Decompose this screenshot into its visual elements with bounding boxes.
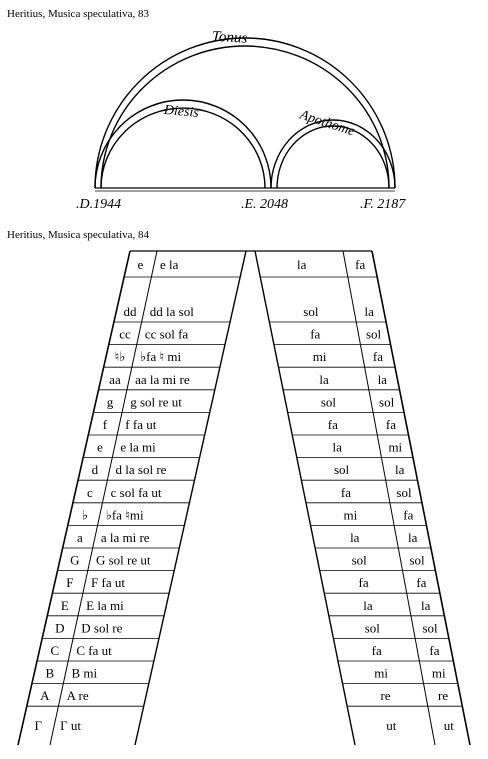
row-syllable-1: la xyxy=(363,597,373,613)
row-letter: A xyxy=(40,688,50,704)
row-letter: c xyxy=(87,484,93,500)
table-rows xyxy=(34,257,454,733)
row-syllable-1: la xyxy=(332,439,342,455)
row-syllable-2: fa xyxy=(403,507,414,523)
row-name: g sol re ut xyxy=(130,394,182,410)
row-syllable-1: mi xyxy=(374,665,388,681)
row-syllable-1: mi xyxy=(343,507,358,523)
row-letter: dd xyxy=(123,304,137,319)
row-syllable-2: re xyxy=(438,688,449,704)
row-name: c sol fa ut xyxy=(110,484,162,500)
row-letter: E xyxy=(60,597,69,613)
row-name: e la xyxy=(159,257,179,272)
row-syllable-1: fa xyxy=(340,484,352,500)
row-name: Γ ut xyxy=(60,718,82,733)
row-letter: B xyxy=(45,665,55,681)
row-syllable-2: la xyxy=(394,462,405,478)
row-syllable-2: fa xyxy=(385,417,397,432)
figure-84-caption: Heritius, Musica speculativa, 84 xyxy=(7,229,150,241)
row-syllable-1: re xyxy=(380,688,391,704)
row-syllable-2: mi xyxy=(388,439,403,455)
row-letter: F xyxy=(66,575,74,591)
diesis-label: Diesis xyxy=(163,102,200,121)
row-syllable-1: sol xyxy=(320,394,337,410)
row-name: dd la sol xyxy=(149,304,194,319)
row-name: D sol re xyxy=(81,620,123,636)
row-syllable-1: sol xyxy=(334,462,350,478)
row-syllable-1: fa xyxy=(327,417,338,432)
row-syllable-1: fa xyxy=(310,326,321,342)
tonus-label: Tonus xyxy=(211,28,248,47)
row-letter: C xyxy=(50,643,60,658)
tonus-arc-outer xyxy=(95,38,395,188)
arc-diagram xyxy=(0,22,488,222)
row-syllable-2: la xyxy=(377,371,387,387)
row-syllable-2: fa xyxy=(372,349,383,365)
point-f-label: .F. 2187 xyxy=(360,197,406,212)
row-syllable-2: sol xyxy=(379,394,395,410)
row-name: ♭fa ♮ mi xyxy=(139,349,182,365)
row-name: cc sol fa xyxy=(144,326,189,342)
point-e-label: .E. 2048 xyxy=(241,197,289,212)
row-syllable-1: fa xyxy=(358,575,369,591)
row-syllable-2: fa xyxy=(429,643,440,658)
row-syllable-1: la xyxy=(350,530,360,545)
row-letter: e xyxy=(137,257,144,272)
row-syllable-2: la xyxy=(364,304,374,319)
row-name: a la mi re xyxy=(100,530,150,545)
row-name: B mi xyxy=(71,665,98,681)
row-syllable-1: sol xyxy=(351,552,367,568)
row-name: ♭fa ♮mi xyxy=(105,507,144,523)
row-name: C fa ut xyxy=(76,643,112,658)
row-letter: cc xyxy=(119,326,131,342)
row-syllable-2: sol xyxy=(365,326,382,342)
point-d-label: .D.1944 xyxy=(76,197,122,212)
row-syllable-2: la xyxy=(407,530,418,545)
row-letter: aa xyxy=(109,371,121,387)
row-syllable-1: fa xyxy=(371,643,382,658)
row-syllable-1: sol xyxy=(303,304,319,319)
row-syllable-2: fa xyxy=(416,575,427,591)
row-name: E la mi xyxy=(86,597,124,613)
row-syllable-2: sol xyxy=(422,620,438,636)
row-letter: ♮♭ xyxy=(114,349,126,365)
row-syllable-2: fa xyxy=(355,257,366,272)
row-syllable-1: mi xyxy=(312,349,327,365)
apothome-label: Apothome xyxy=(297,107,357,140)
row-letter: G xyxy=(70,552,80,568)
row-letter: d xyxy=(91,462,99,478)
row-name: aa la mi re xyxy=(135,371,190,387)
row-letter: Γ xyxy=(34,718,42,733)
row-letter: a xyxy=(76,530,83,545)
row-name: G sol re ut xyxy=(95,552,151,568)
row-letter: e xyxy=(97,439,103,455)
row-letter: f xyxy=(102,417,108,432)
diesis-arc-inner xyxy=(101,108,265,188)
row-syllable-1: sol xyxy=(364,620,380,636)
row-name: d la sol re xyxy=(115,462,167,478)
row-name: A re xyxy=(66,688,89,704)
row-syllable-2: ut xyxy=(443,718,454,733)
row-syllable-2: mi xyxy=(431,665,446,681)
row-syllable-1: la xyxy=(319,371,329,387)
row-letter: ♭ xyxy=(81,507,88,523)
figure-83-caption: Heritius, Musica speculativa, 83 xyxy=(7,8,150,20)
row-syllable-2: sol xyxy=(409,552,425,568)
row-syllable-1: ut xyxy=(386,718,397,733)
row-letter: D xyxy=(55,620,65,636)
hexachord-table xyxy=(0,245,488,759)
row-syllable-2: la xyxy=(421,597,431,613)
row-name: F fa ut xyxy=(91,575,125,591)
row-syllable-2: sol xyxy=(396,484,412,500)
row-name: e la mi xyxy=(120,439,156,455)
row-name: f fa ut xyxy=(125,417,157,432)
row-syllable-1: la xyxy=(297,257,307,272)
row-letter: g xyxy=(106,394,114,410)
